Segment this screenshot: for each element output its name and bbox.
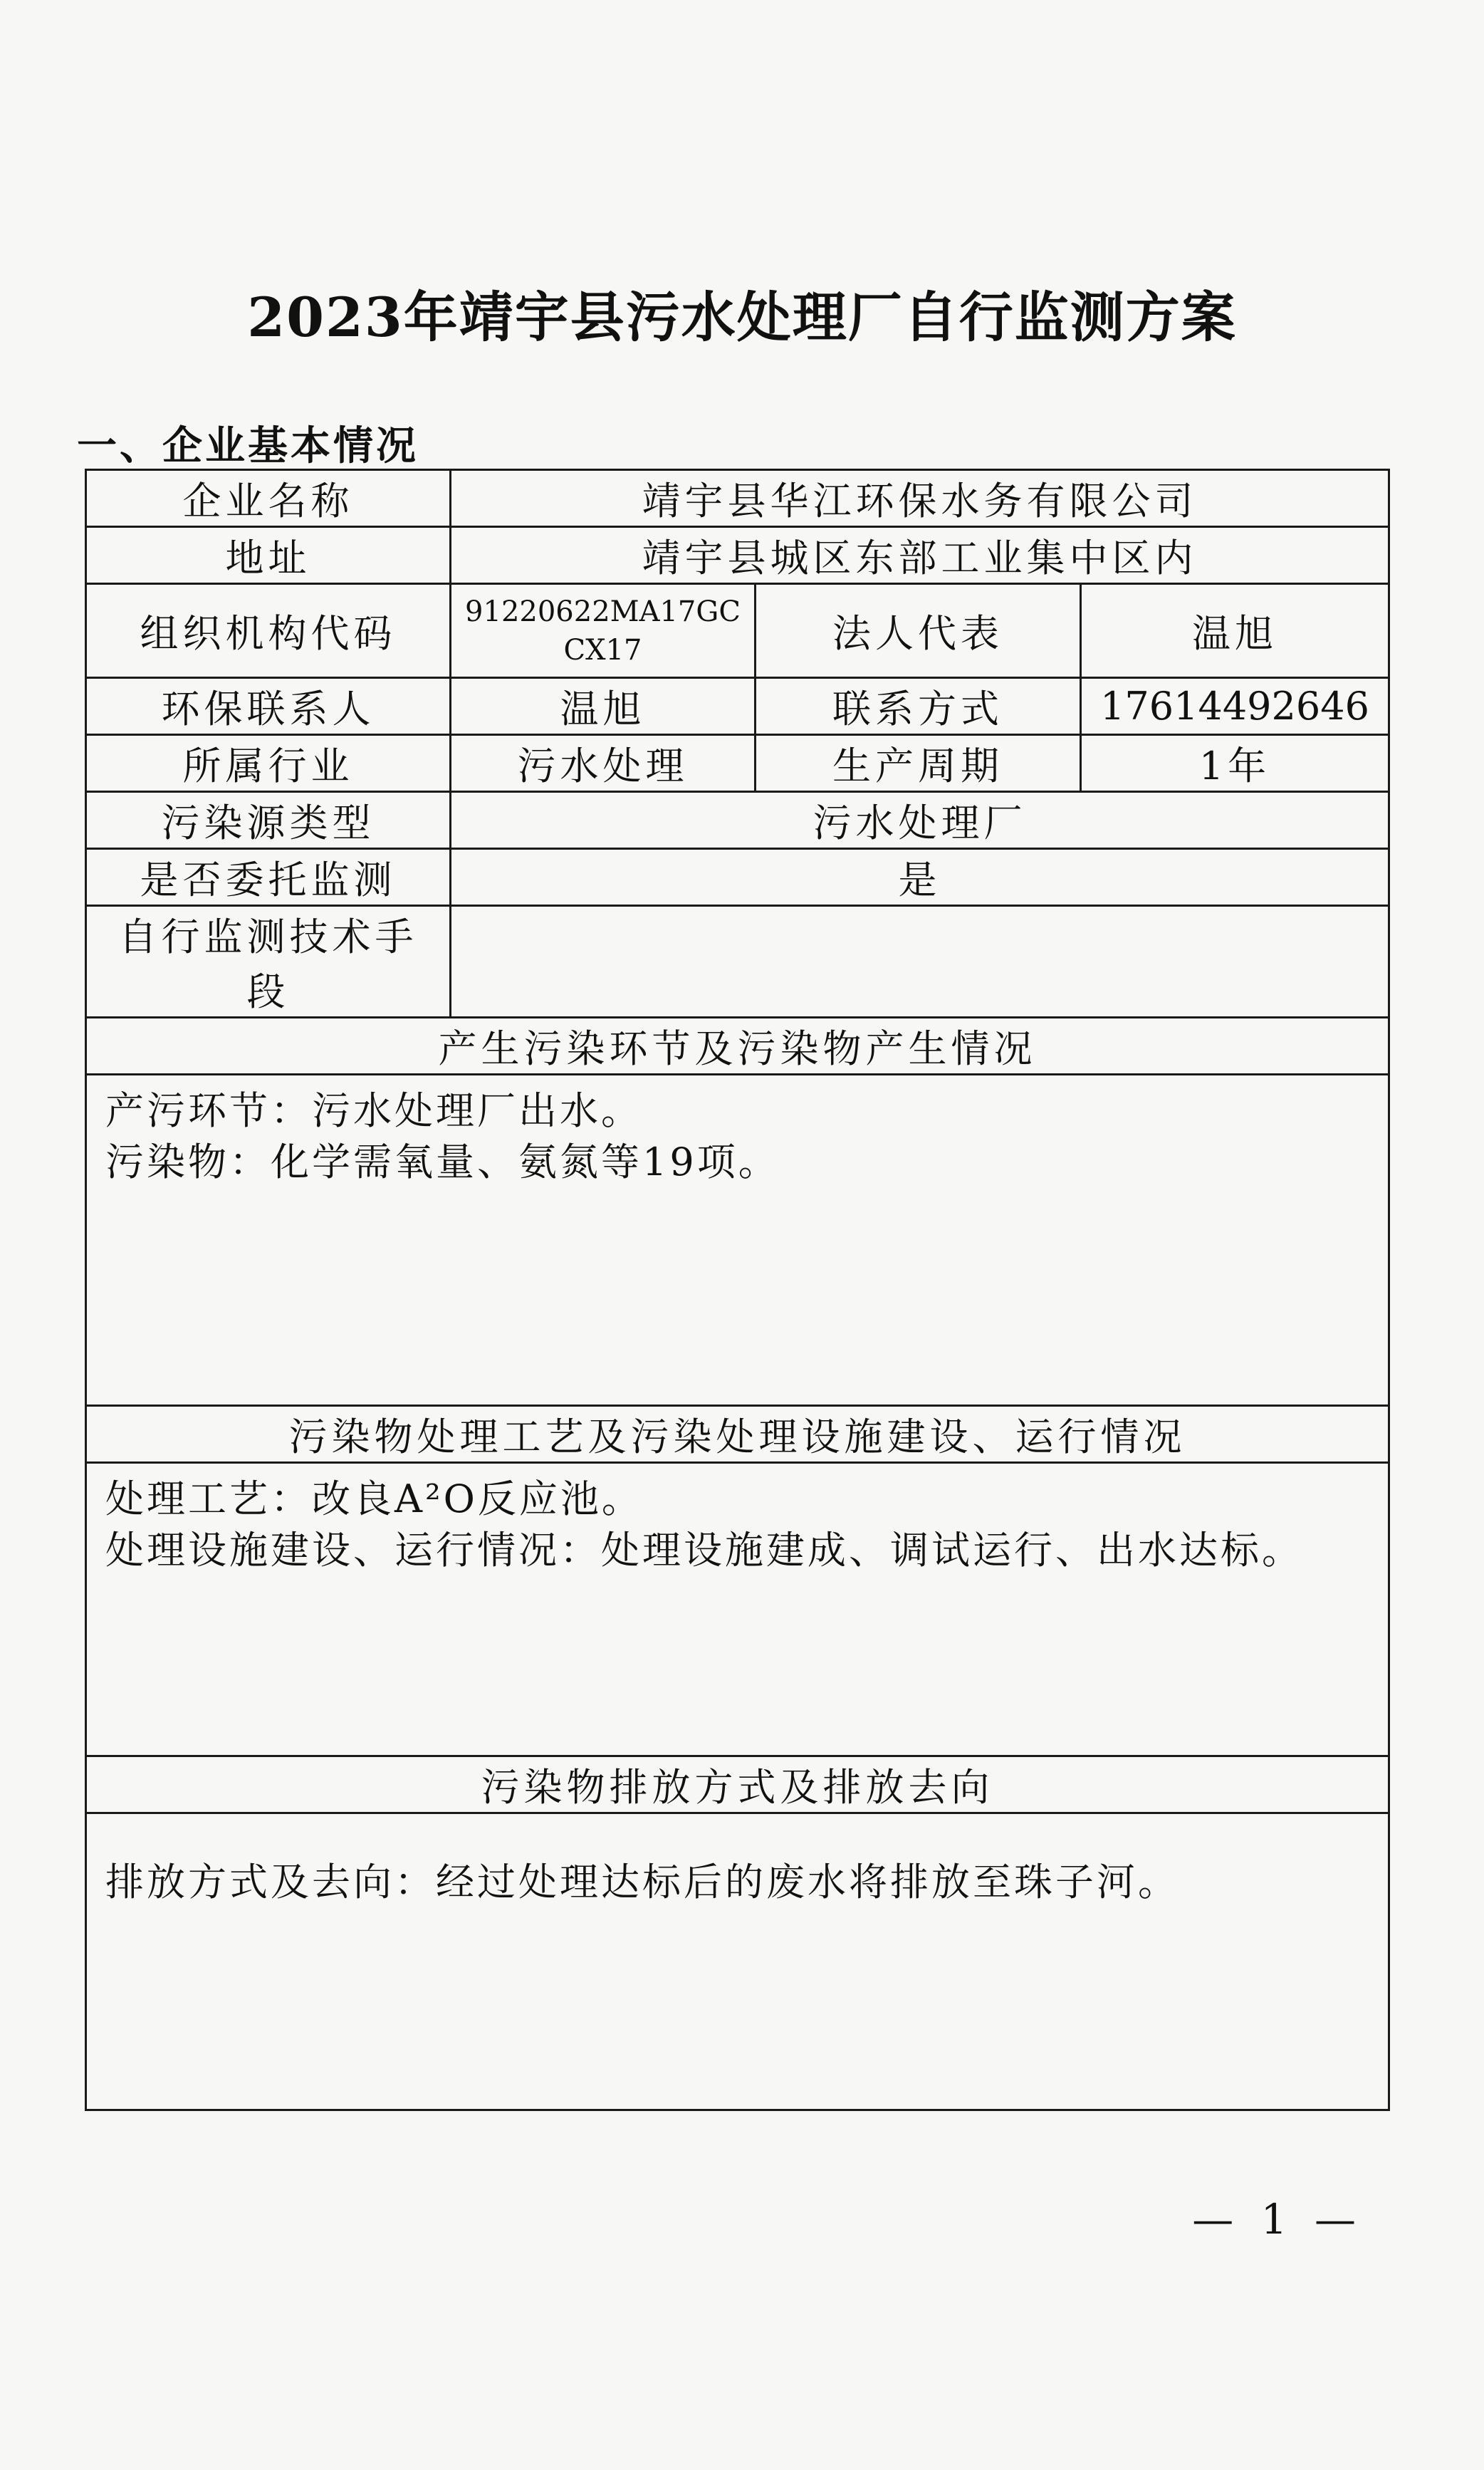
- section-heading: 一、企业基本情况: [77, 422, 419, 469]
- table-row: [86, 584, 1389, 678]
- env-contact-label: 环保联系人: [86, 678, 451, 735]
- address-value: 靖宇县城区东部工业集中区内: [451, 527, 1389, 584]
- org-code-label: 组织机构代码: [86, 584, 451, 678]
- entrusted-monitoring-value: 是: [451, 849, 1389, 906]
- pollution-generation-line: 产污环节：污水处理厂出水。: [105, 1088, 642, 1133]
- discharge-line: 排放方式及去向：经过处理达标后的废水将排放至珠子河。: [105, 1860, 1179, 1904]
- pollution-generation-content: [86, 1075, 1389, 1406]
- document-title: 2023年靖宇县污水处理厂自行监测方案: [247, 286, 1237, 349]
- treatment-line: 处理设施建设、运行情况：处理设施建成、调试运行、出水达标。: [105, 1528, 1303, 1573]
- contact-method-label: 联系方式: [756, 678, 1081, 735]
- address-label: 地址: [86, 527, 451, 584]
- enterprise-name-value: 靖宇县华江环保水务有限公司: [451, 470, 1389, 527]
- table-row: [86, 1075, 1389, 1406]
- pollution-generation-heading: 产生污染环节及污染物产生情况: [86, 1018, 1389, 1075]
- pollution-source-type-label: 污染源类型: [86, 792, 451, 849]
- self-monitoring-tech-label: 自行监测技术手段: [86, 906, 451, 1018]
- table-row: [86, 678, 1389, 735]
- discharge-heading: 污染物排放方式及排放去向: [86, 1756, 1389, 1813]
- legal-rep-label: 法人代表: [756, 584, 1081, 678]
- table-row: [86, 849, 1389, 906]
- treatment-content: [86, 1463, 1389, 1756]
- contact-method-value: 17614492646: [1081, 678, 1389, 735]
- self-monitoring-tech-value: [451, 906, 1389, 1018]
- discharge-content: [86, 1813, 1389, 2110]
- table-row: [86, 735, 1389, 792]
- table-row: [86, 792, 1389, 849]
- legal-rep-value: 温旭: [1081, 584, 1389, 678]
- env-contact-value: 温旭: [451, 678, 756, 735]
- table-row: [86, 1463, 1389, 1756]
- pollution-source-type-value: 污水处理厂: [451, 792, 1389, 849]
- table-row: [86, 1406, 1389, 1463]
- table-row: [86, 470, 1389, 527]
- entrusted-monitoring-label: 是否委托监测: [86, 849, 451, 906]
- table-row: [86, 906, 1389, 1018]
- treatment-line: 处理工艺：改良A²O反应池。: [105, 1476, 643, 1521]
- table-row: [86, 1813, 1389, 2110]
- table-row: [86, 1018, 1389, 1075]
- industry-label: 所属行业: [86, 735, 451, 792]
- org-code-value: 91220622MA17GC CX17: [451, 584, 756, 678]
- enterprise-info-table: [85, 469, 1390, 2111]
- production-cycle-label: 生产周期: [756, 735, 1081, 792]
- pollution-generation-line: 污染物：化学需氧量、氨氮等19项。: [105, 1140, 780, 1184]
- production-cycle-value: 1年: [1081, 735, 1389, 792]
- table-row: [86, 1756, 1389, 1813]
- table-row: [86, 527, 1389, 584]
- industry-value: 污水处理: [451, 735, 756, 792]
- page-number: — 1 —: [1192, 2195, 1363, 2244]
- enterprise-name-label: 企业名称: [86, 470, 451, 527]
- treatment-heading: 污染物处理工艺及污染处理设施建设、运行情况: [86, 1406, 1389, 1463]
